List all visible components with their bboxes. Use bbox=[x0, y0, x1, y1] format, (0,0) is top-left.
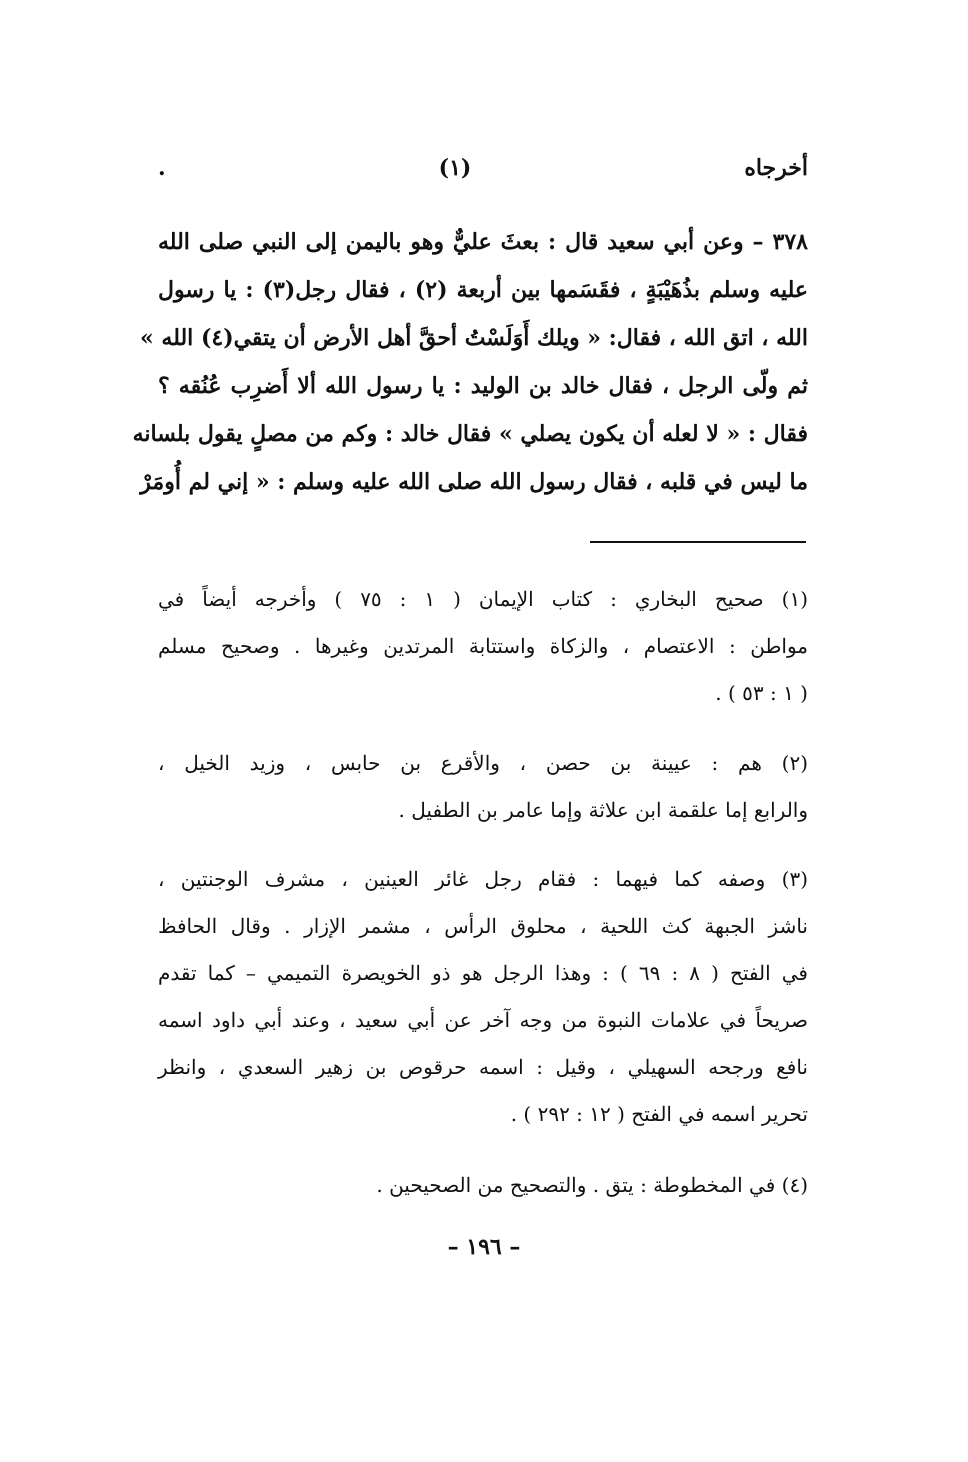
footnote-1 bbox=[158, 576, 808, 717]
footnote-divider bbox=[590, 541, 806, 543]
footnote-4 bbox=[158, 1162, 808, 1209]
hadith-line: عليه وسلم بذُهَيْبَةٍ ، فقَسَمها بين أربعة (٢) ، فقال رجل(٣) : يا رسول bbox=[158, 277, 808, 303]
footnote-line: (٤) في المخطوطة : يتق . والتصحيح من الصحيحين . bbox=[376, 1173, 808, 1197]
footnote-line: والرابع إما علقمة ابن علاثة وإما عامر بن الطفيل . bbox=[398, 798, 808, 822]
hadith-line: الله ، اتق الله ، فقال: « ويلك أَوَلَسْتُ أحقَّ أهل الأرض أن يتقي(٤) الله » bbox=[139, 325, 808, 351]
footnote-2 bbox=[158, 740, 808, 834]
footnote-line: (٢) هم : عيينة بن حصن ، والأقرع بن حابس ، وزيد الخيل ، bbox=[158, 751, 808, 775]
hadith-line: فقال : « لا لعله أن يكون يصلي » فقال خالد : وكم من مصلٍ يقول بلسانه bbox=[132, 421, 808, 447]
hadith-line: ما ليس في قلبه ، فقال رسول الله صلى الله عليه وسلم : « إني لم أُومَرْ bbox=[140, 469, 808, 495]
footnote-line: مواطن : الاعتصام ، والزكاة واستتابة المرتدين وغيرها . وصحيح مسلم bbox=[158, 634, 808, 658]
intro-text bbox=[158, 148, 808, 188]
footnote-line: ( ١ : ٥٣ ) . bbox=[715, 681, 808, 705]
hadith-line: ثم ولّى الرجل ، فقال خالد بن الوليد : يا رسول الله ألا أَضرِب عُنُقه ؟ bbox=[158, 373, 808, 399]
footnote-line: نافع ورجحه السهيلي ، وقيل : اسمه حرقوص بن زهير السعدي ، وانظر bbox=[158, 1055, 808, 1079]
footnote-line: تحرير اسمه في الفتح ( ١٢ : ٢٩٢ ) . bbox=[510, 1102, 808, 1126]
page-number: – ١٩٦ – bbox=[447, 1234, 521, 1260]
intro-line: أخرجاه (١) . bbox=[158, 155, 808, 181]
footnote-line: صريحاً في علامات النبوة من وجه آخر عن أبي سعيد ، وعند أبي داود اسمه bbox=[158, 1008, 808, 1032]
footnote-3 bbox=[158, 856, 808, 1138]
footnote-line: (٣) وصفه كما فيهما : فقام رجل غائر العينين ، مشرف الوجنتين ، bbox=[158, 867, 808, 891]
footnote-line: ناشز الجبهة كث اللحية ، محلوق الرأس ، مشمر الإزار . وقال الحافظ bbox=[158, 914, 808, 938]
hadith-378-paragraph bbox=[132, 218, 808, 506]
footnote-line: في الفتح ( ٨ : ٦٩ ) : وهذا الرجل هو ذو الخويصرة التميمي – كما تقدم bbox=[158, 961, 808, 985]
footnote-line: (١) صحيح البخاري : كتاب الإيمان ( ١ : ٧٥ ) وأخرجه أيضاً في bbox=[158, 587, 808, 611]
hadith-line: ٣٧٨ – وعن أبي سعيد قال : بعثَ عليٌّ وهو باليمن إلى النبي صلى الله bbox=[158, 229, 808, 255]
